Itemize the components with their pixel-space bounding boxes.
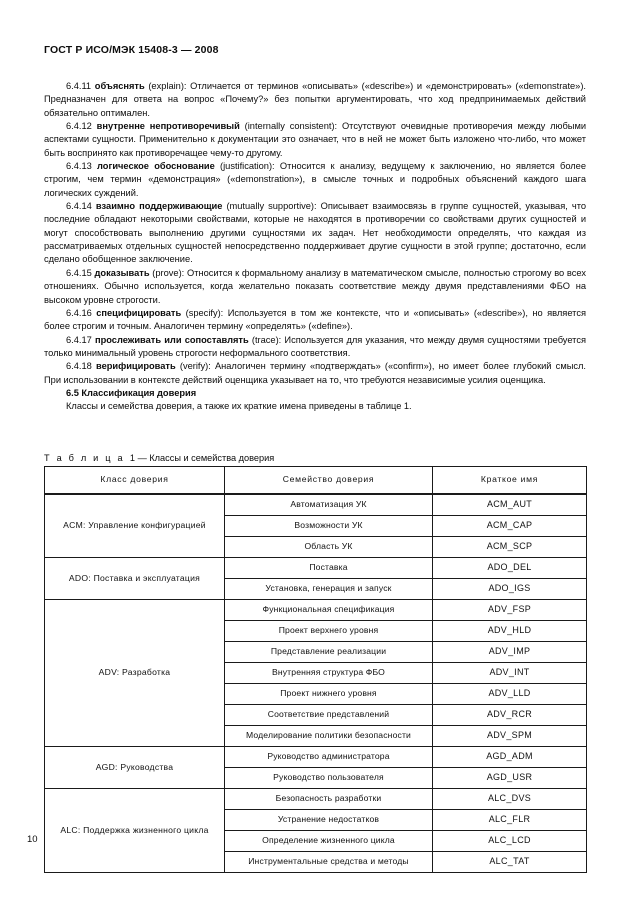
- table-row: [45, 558, 587, 579]
- column-header-assurance-class: Класс доверия: [45, 467, 225, 495]
- cell-short-name: ACM_SCP: [433, 537, 587, 558]
- paragraph-text: (specify): Используется в том же контексте, что и «описывать» («describe»), но является более строгим и точным. Аналогичен термину «определять» («define»).: [44, 307, 586, 332]
- paragraph-number: 6.4.12: [66, 121, 97, 132]
- table-row: [45, 747, 587, 768]
- cell-assurance-family: Инструментальные средства и методы: [225, 852, 433, 873]
- body-text-block: [44, 80, 586, 414]
- paragraph-text: (prove): Относится к формальному анализу в математическом смысле, полностью строгому во всех отношениях. Обычно используется, когда желательно показать соответствие между двумя представлениями ФБО на высоком уровне строгости.: [44, 267, 586, 305]
- cell-assurance-family: Моделирование политики безопасности: [225, 726, 433, 747]
- cell-short-name: ACM_CAP: [433, 516, 587, 537]
- cell-short-name: ADV_SPM: [433, 726, 587, 747]
- paragraph-text: (mutually supportive): Описывает взаимосвязь в группе сущностей, указывая, что последние обладают некоторыми свойствами, которые не находятся в противоречии со свойствами других сущностей и могут способствовать выполнению другими сущностями их задач. Нет необходимости определять, что каждая из рассматриваемых отдельных сущностей непосредственно поддерживает другие сущности в этой группе; достаточно, если сделано обобщенное заключение.: [44, 201, 586, 265]
- paragraph-6-4-18: [44, 360, 586, 387]
- cell-assurance-class: ACM: Управление конфигурацией: [45, 494, 225, 558]
- paragraph-term: объяснять: [94, 81, 145, 91]
- table-body: [45, 494, 587, 873]
- cell-assurance-family: Область УК: [225, 537, 433, 558]
- cell-assurance-family: Внутренняя структура ФБО: [225, 663, 433, 684]
- cell-short-name: AGD_ADM: [433, 747, 587, 768]
- assurance-classes-table: [44, 466, 587, 873]
- table-caption: [44, 453, 274, 463]
- cell-assurance-class: ALC: Поддержка жизненного цикла: [45, 789, 225, 873]
- cell-short-name: ADO_DEL: [433, 558, 587, 579]
- paragraph-number: 6.4.15: [66, 267, 95, 278]
- cell-short-name: ALC_FLR: [433, 810, 587, 831]
- cell-assurance-family: Определение жизненного цикла: [225, 831, 433, 852]
- section-heading-6-5: 6.5 Классификация доверия: [66, 387, 197, 398]
- cell-assurance-family: Возможности УК: [225, 516, 433, 537]
- paragraph-number: 6.4.17: [66, 334, 95, 345]
- paragraph-term: специфицировать: [96, 307, 182, 318]
- document-header-standard-title: ГОСТ Р ИСО/МЭК 15408-3 — 2008: [44, 44, 219, 56]
- paragraph-text: (explain): Отличается от терминов «описывать» («describe») и «демонстрировать» («demonstrate»). Предназначен для ответа на вопрос «Почему?» без попытки аргументировать, что ход предпринимаемых действий обязательно оптимален.: [44, 81, 586, 118]
- paragraph-6-4-15: [44, 267, 586, 307]
- cell-short-name: ADV_IMP: [433, 642, 587, 663]
- cell-assurance-family: Проект верхнего уровня: [225, 621, 433, 642]
- cell-short-name: AGD_USR: [433, 768, 587, 789]
- cell-assurance-family: Руководство пользователя: [225, 768, 433, 789]
- table-row: [45, 789, 587, 810]
- cell-short-name: ADV_LLD: [433, 684, 587, 705]
- cell-short-name: ALC_DVS: [433, 789, 587, 810]
- paragraph-6-4-12: [44, 120, 586, 160]
- cell-assurance-family: Функциональная спецификация: [225, 600, 433, 621]
- paragraph-text: (internally consistent): Отсутствуют очевидные противоречия между любыми аспектами сущности. Применительно к документации это означает, что в ней не может быть изложено что-либо, что может быть воспринято как противоречащее чему-то другому.: [44, 121, 587, 158]
- cell-short-name: ADV_RCR: [433, 705, 587, 726]
- table-row: [45, 494, 587, 516]
- paragraph-number: 6.4.13: [66, 161, 98, 172]
- cell-assurance-family: Руководство администратора: [225, 747, 433, 768]
- paragraph-6-4-17: [44, 334, 586, 361]
- cell-short-name: ALC_TAT: [433, 852, 587, 873]
- cell-short-name: ADO_IGS: [433, 579, 587, 600]
- cell-assurance-family: Представление реализации: [225, 642, 433, 663]
- table-caption-label: Т а б л и ц а: [44, 453, 125, 463]
- cell-short-name: ADV_FSP: [433, 600, 587, 621]
- column-header-short-name: Краткое имя: [433, 467, 587, 495]
- paragraph-term: верифицировать: [95, 361, 176, 372]
- paragraph-6-4-11: [44, 80, 586, 120]
- paragraph-text: (verify): Аналогичен термину «подтверждать» («confirm»), но имеет более глубокий смысл. При использовании в контексте действий оценщика указывает на то, что требуются независимые усилия оценщика.: [44, 361, 587, 385]
- paragraph-6-4-14: [44, 200, 586, 267]
- table-caption-title: Классы и семейства доверия: [149, 453, 275, 463]
- paragraph-number: 6.4.14: [66, 201, 96, 212]
- paragraph-text: (trace): Используется для указания, что между двумя сущностями требуется только минимальный уровень строгости неформального соответствия.: [44, 334, 586, 358]
- column-header-assurance-family: Семейство доверия: [225, 467, 433, 495]
- cell-assurance-class: ADV: Разработка: [45, 600, 225, 747]
- table-row: [45, 600, 587, 621]
- cell-short-name: ACM_AUT: [433, 494, 587, 516]
- cell-assurance-class: AGD: Руководства: [45, 747, 225, 789]
- paragraph-number: 6.4.16: [66, 307, 97, 318]
- table-caption-dash: —: [137, 453, 147, 463]
- paragraph-term: логическое обоснование: [97, 161, 215, 172]
- table-head: [45, 467, 587, 495]
- paragraph-6-4-16: [44, 307, 586, 334]
- paragraph-6-4-13: [44, 160, 586, 200]
- page-number: 10: [27, 834, 38, 845]
- paragraph-term: взаимно поддерживающие: [95, 201, 223, 212]
- cell-short-name: ALC_LCD: [433, 831, 587, 852]
- cell-assurance-family: Поставка: [225, 558, 433, 579]
- cell-assurance-family: Безопасность разработки: [225, 789, 433, 810]
- table-header-row: [45, 467, 587, 495]
- table-caption-number: 1: [129, 453, 135, 463]
- cell-short-name: ADV_INT: [433, 663, 587, 684]
- cell-assurance-family: Автоматизация УК: [225, 494, 433, 516]
- paragraph-term: внутренне непротиворечивый: [96, 121, 240, 132]
- paragraph-number: 6.4.18: [66, 361, 96, 372]
- cell-short-name: ADV_HLD: [433, 621, 587, 642]
- cell-assurance-family: Установка, генерация и запуск: [225, 579, 433, 600]
- cell-assurance-class: ADO: Поставка и эксплуатация: [45, 558, 225, 600]
- cell-assurance-family: Проект нижнего уровня: [225, 684, 433, 705]
- section-intro-text: Классы и семейства доверия, а также их краткие имена приведены в таблице 1.: [66, 401, 412, 412]
- paragraph-term: доказывать: [94, 267, 150, 278]
- paragraph-term: прослеживать или сопоставлять: [94, 334, 249, 345]
- cell-assurance-family: Устранение недостатков: [225, 810, 433, 831]
- paragraph-text: (justification): Относится к анализу, ведущему к заключению, но является более строгим, чем термин «демонстрация» («demonstration»), в смысле точных и подробных объяснений каждого шага логических суждений.: [44, 161, 587, 198]
- paragraph-number: 6.4.11: [66, 81, 95, 91]
- cell-assurance-family: Соответствие представлений: [225, 705, 433, 726]
